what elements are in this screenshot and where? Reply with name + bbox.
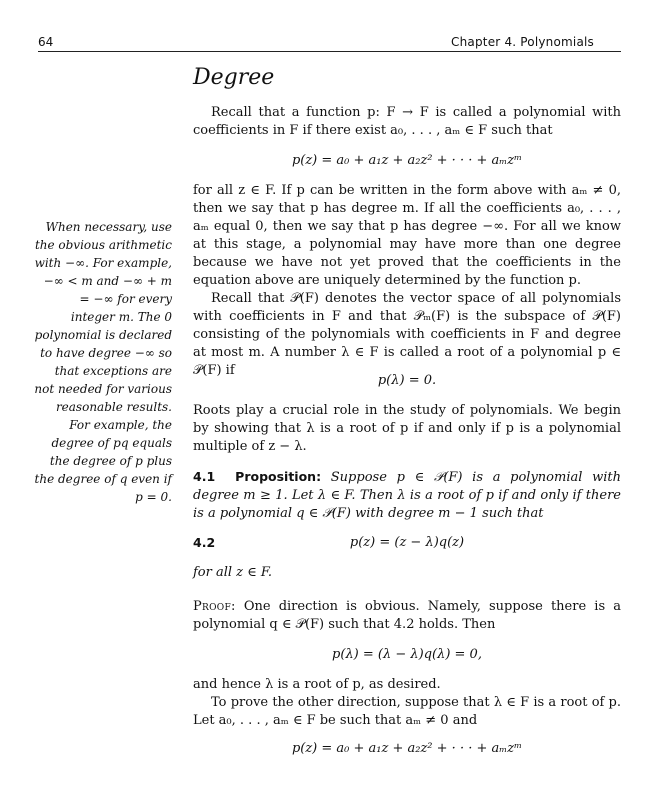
proposition-number: 4.1 <box>193 469 216 484</box>
equation-4-2-row <box>193 534 621 552</box>
proposition-tail-text: for all z ∈ F. <box>193 565 273 580</box>
paragraph-polynomial-definition: Recall that a function p: F → F is called a polynomial with coefficients in F if there exist a₀, . . . , aₘ ∈ F such that <box>193 105 621 138</box>
paragraph-root-definition: Recall that 𝒫(F) denotes the vector space of all polynomials with coefficients in F and that 𝒫ₘ(F) is the subspace of 𝒫(F) consisting of the polynomials with coefficients in F and degree at most m. A number λ ∈ F is called a root of a polynomial p ∈ 𝒫(F) if <box>193 291 621 378</box>
degree-paragraph-container <box>193 182 621 380</box>
equation-proof-2: p(z) = a₀ + a₁z + a₂z² + · · · + aₘzᵐ <box>291 741 523 756</box>
proof-paragraph-1: One direction is obvious. Namely, suppose there is a polynomial q ∈ 𝒫(F) such that 4.2 holds. Then <box>193 599 621 632</box>
margin-note: When necessary, use the obvious arithmetic with −∞. For example, −∞ < m and −∞ + m = −∞ for every integer m. The 0 polynomial is declared to have degree −∞ so that exceptions are not needed for various reasonable results. For example, the degree of pq equals the degree of p plus the degree of q even if p = 0. <box>34 220 172 504</box>
proposition-tail <box>193 564 621 582</box>
proof-continuation <box>193 676 621 730</box>
equation-number-4-2: 4.2 <box>193 535 216 550</box>
equation-proof-1: p(λ) = (λ − λ)q(λ) = 0, <box>332 647 482 662</box>
proposition-statement: Suppose p ∈ 𝒫(F) is a polynomial with degree m ≥ 1. Let λ ∈ F. Then λ is a root of p if and only if there is a polynomial q ∈ 𝒫(F) with degree m − 1 such that <box>193 470 621 521</box>
equation-polynomial-form: p(z) = a₀ + a₁z + a₂z² + · · · + aₘzᵐ <box>291 153 523 168</box>
page-number: 64 <box>38 35 54 49</box>
equation-root: p(λ) = 0. <box>377 373 437 388</box>
proof-paragraph-2: and hence λ is a root of p, as desired. <box>193 677 441 692</box>
proof-paragraph-3: To prove the other direction, suppose that λ ∈ F is a root of p. Let a₀, . . . , aₘ ∈ F be such that aₘ ≠ 0 and <box>193 695 621 728</box>
equation-factorization: p(z) = (z − λ)q(z) <box>349 535 465 550</box>
proposition-4-1 <box>193 468 621 523</box>
paragraph-degree-definition: for all z ∈ F. If p can be written in the form above with aₘ ≠ 0, then we say that p has degree m. If all the coefficients a₀, . . . , aₘ equal 0, then we say that p has degree −∞. For all we know at this stage, a polynomial may have more than one degree because we have not yet proved that the coefficients in the equation above are uniquely determined by the function p. <box>193 183 621 288</box>
proof-start <box>193 598 621 634</box>
roots-paragraph-container <box>193 402 621 456</box>
proposition-heading: Proposition: <box>235 469 322 484</box>
proof-label: Proof: <box>193 599 236 614</box>
section-title: Degree <box>193 65 275 90</box>
header-rule <box>38 51 621 52</box>
paragraph-roots-role: Roots play a crucial role in the study of polynomials. We begin by showing that λ is a root of p if and only if p is a polynomial multiple of z − λ. <box>193 403 621 454</box>
running-head: Chapter 4. Polynomials <box>451 35 594 49</box>
intro-paragraph-container <box>193 104 621 140</box>
